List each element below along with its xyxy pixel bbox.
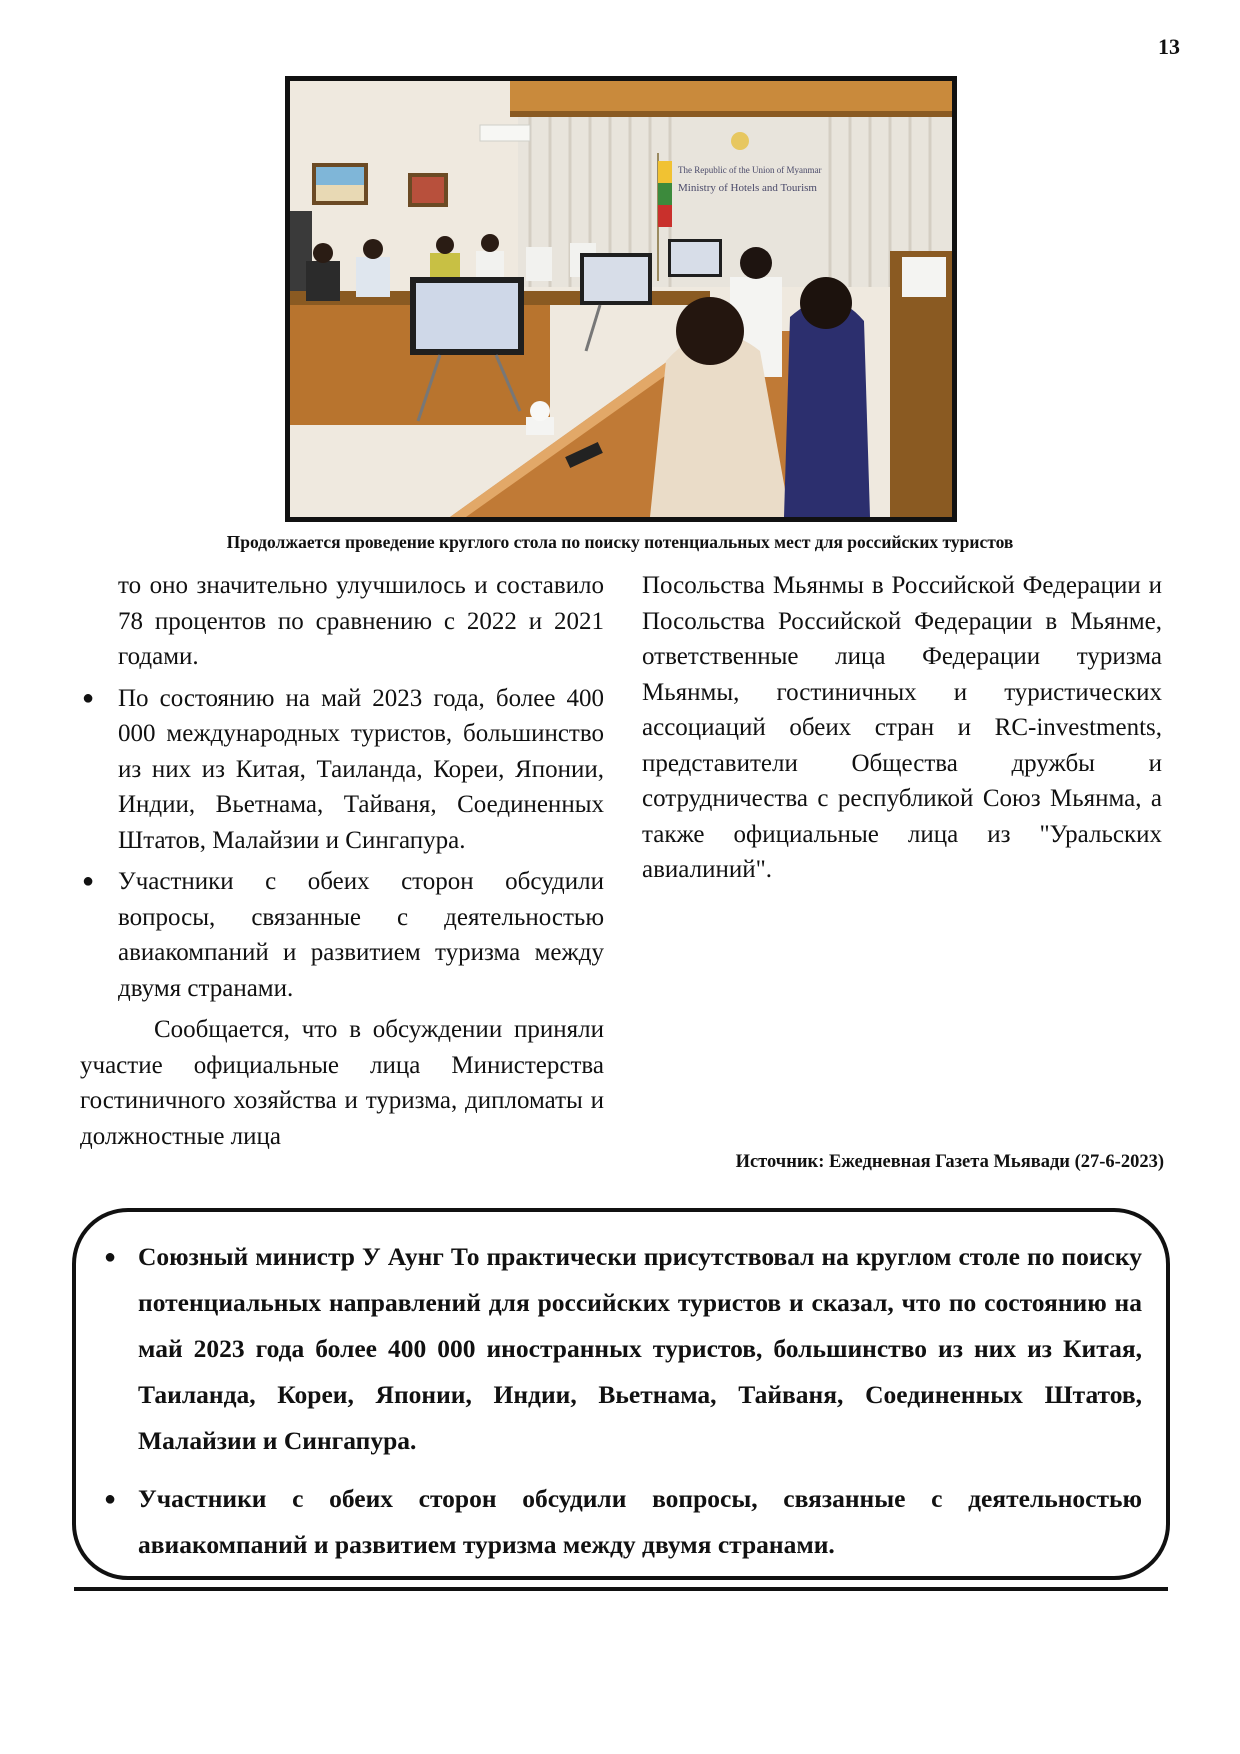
bullet-icon: ● xyxy=(82,870,95,892)
sign-line2: Ministry of Hotels and Tourism xyxy=(678,182,817,194)
bullet-icon: ● xyxy=(104,1246,117,1268)
page-number: 13 xyxy=(1158,34,1180,59)
body-paragraph: Сообщается, что в обсуждении приняли участие официальные лица Министерства гостиничного хозяйства и туризма, дипломаты и должностные лица xyxy=(80,1016,604,1150)
summary-item-text: Союзный министр У Аунг То практически присутствовал на круглом столе по поиску потенциальных направлений для российских туристов и сказал, что по состоянию на май 2023 года более 400 000 иностранных туристов, большинство из них из Китая, Таиланда, Кореи, Японии, Индии, Вьетнама, Тайваня, Соединенных Штатов, Малайзии и Сингапура. xyxy=(138,1242,1142,1455)
bullet-icon: ● xyxy=(82,686,95,709)
summary-list xyxy=(96,1234,1142,1568)
continued-paragraph: то оно значительно улучшилось и составило 78 процентов по сравнению с 2022 и 2021 годами. xyxy=(118,572,604,670)
source-citation: Источник: Ежедневная Газета Мьявади (27-6-2023) xyxy=(735,1152,1164,1172)
summary-item xyxy=(96,1476,1142,1568)
bullet-list xyxy=(80,681,604,1007)
meeting-photo xyxy=(285,76,957,522)
body-paragraph-continued: Посольства Мьянмы в Российской Федерации и Посольства Российской Федерации в Мьянме, ответственные лица Федерации туризма Мьянмы, гостиничных и туристических ассоциаций обеих стран и RC-investments, представители Общества дружбы и сотрудничества с республикой Союз Мьянма, а также официальные лица из "Уральских авиалиний". xyxy=(642,572,1162,883)
left-column xyxy=(80,568,604,1154)
summary-box xyxy=(72,1208,1170,1580)
summary-item xyxy=(96,1234,1142,1464)
list-item-text: По состоянию на май 2023 года, более 400 000 международных туристов, большинство из них из Китая, Таиланда, Кореи, Японии, Индии, Вьетнама, Тайваня, Соединенных Штатов, Малайзии и Сингапура. xyxy=(118,684,604,854)
meeting-photo-illustration xyxy=(290,81,952,517)
summary-item-text: Участники с обеих сторон обсудили вопросы, связанные с деятельностью авиакомпаний и развитием туризма между двумя странами. xyxy=(138,1484,1142,1559)
bottom-divider xyxy=(74,1587,1168,1591)
sign-line1: The Republic of the Union of Myanmar xyxy=(678,165,822,175)
photo-caption: Продолжается проведение круглого стола по поиску потенциальных мест для российских туристов xyxy=(226,532,1014,552)
list-item xyxy=(80,864,604,1006)
list-item-text: Участники с обеих сторон обсудили вопросы, связанные с деятельностью авиакомпаний и развитием туризма между двумя странами. xyxy=(118,868,604,1002)
bullet-icon: ● xyxy=(104,1488,117,1510)
right-column xyxy=(642,568,1162,888)
list-item xyxy=(80,681,604,859)
